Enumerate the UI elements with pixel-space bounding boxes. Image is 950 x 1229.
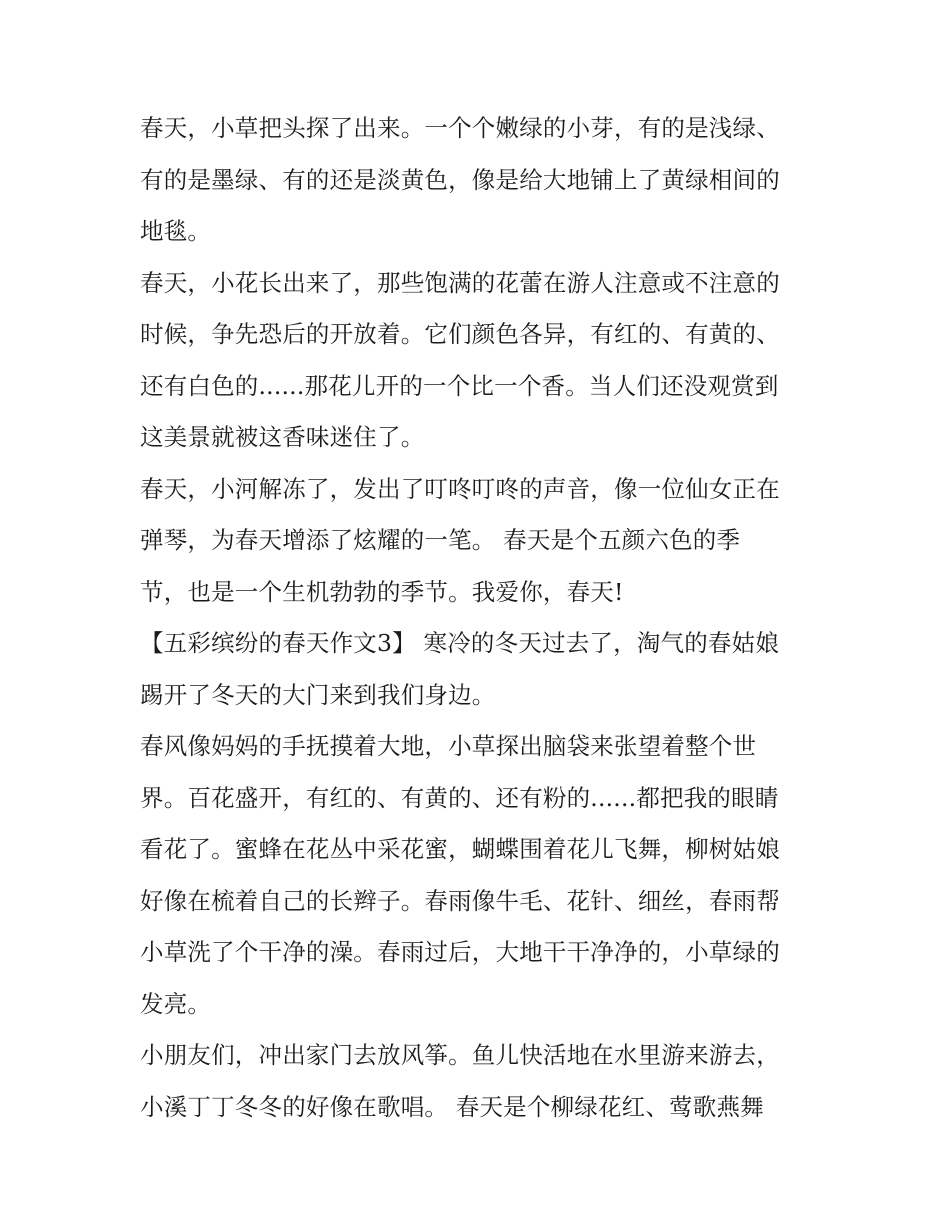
text-line: 时候，争先恐后的开放着。它们颜色各异，有红的、有黄的、 <box>140 320 780 348</box>
text-line: 小草洗了个干净的澡。春雨过后，大地干干净净的，小草绿的 <box>140 938 780 966</box>
text-line: 踢开了冬天的大门来到我们身边。 <box>140 680 496 709</box>
section-heading-line: 【五彩缤纷的春天作文3】 寒冷的冬天过去了，淘气的春姑娘 <box>140 629 780 657</box>
text-line: 春天，小草把头探了出来。一个个嫩绿的小芽，有的是浅绿、 <box>140 114 780 142</box>
text-line: 小溪丁丁冬冬的好像在歌唱。 春天是个柳绿花红、莺歌燕舞 <box>140 1092 764 1121</box>
text-line: 春天，小河解冻了，发出了叮咚叮咚的声音，像一位仙女正在 <box>140 474 780 503</box>
text-line: 春风像妈妈的手抚摸着大地，小草探出脑袋来张望着整个世 <box>140 732 757 760</box>
text-line: 小朋友们，冲出家门去放风筝。鱼儿快活地在水里游来游去， <box>140 1041 780 1069</box>
text-line: 还有白色的......那花儿开的一个比一个香。当人们还没观赏到 <box>140 371 779 400</box>
text-line: 地毯。 <box>140 217 212 245</box>
text-line: 春天，小花长出来了，那些饱满的花蕾在游人注意或不注意的 <box>140 268 780 297</box>
text-line: 弹琴，为春天增添了炫耀的一笔。 春天是个五颜六色的季 <box>140 526 741 554</box>
text-line: 好像在梳着自己的长辫子。春雨像牛毛、花针、细丝，春雨帮 <box>140 886 780 915</box>
text-line: 这美景就被这香味迷住了。 <box>140 423 425 451</box>
text-line: 有的是墨绿、有的还是淡黄色，像是给大地铺上了黄绿相间的 <box>140 165 780 194</box>
essay-text <box>140 103 820 1133</box>
text-line: 节，也是一个生机勃勃的季节。我爱你，春天! <box>140 577 624 606</box>
text-line: 界。百花盛开，有红的、有黄的、还有粉的......都把我的眼睛 <box>140 783 779 812</box>
text-line: 看花了。蜜蜂在花丛中采花蜜，蝴蝶围着花儿飞舞，柳树姑娘 <box>140 835 780 863</box>
text-line: 发亮。 <box>140 989 212 1018</box>
